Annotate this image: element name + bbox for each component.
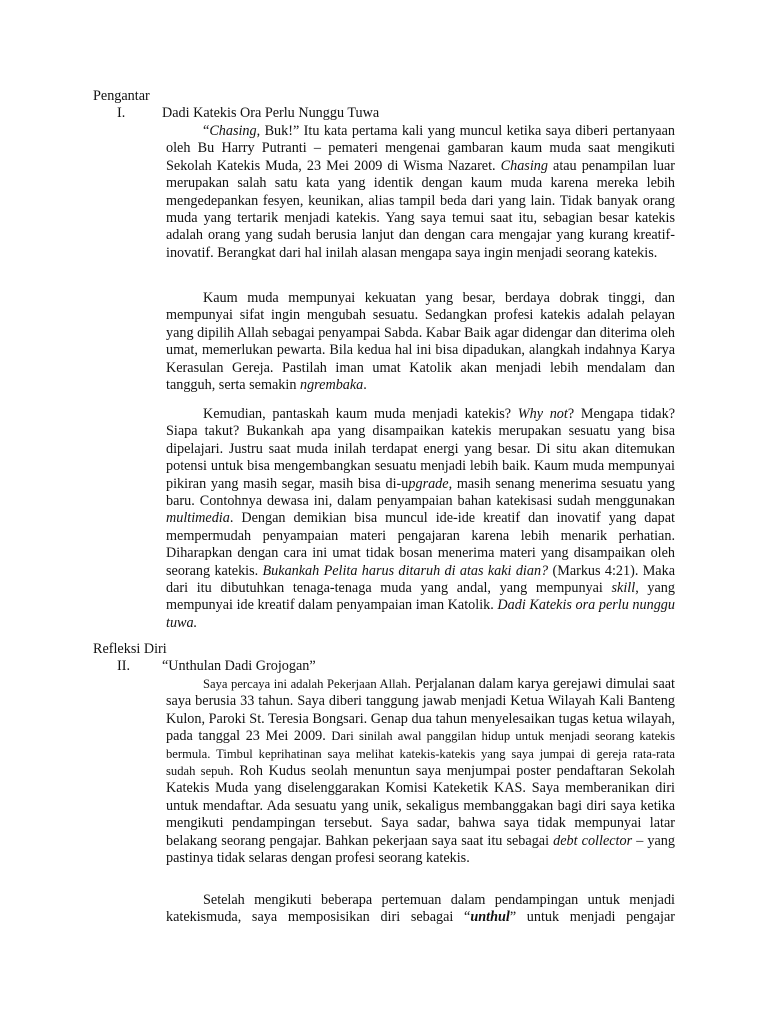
text-run-italic: Dadi Katekis ora perlu nunggu tuwa.: [166, 597, 675, 631]
paragraph-kemudian: [166, 406, 675, 632]
text-run-italic: multimedia: [166, 510, 230, 527]
text-run: ? Mengapa tidak? Siapa takut? Bukankah apa yang disampaikan katekis merupakan sesuatu yang bisa dipelajari. Justru saat muda inilah terdapat energi yang besar. Di situ akan ditemukan potensi untuk bisa mengembangkan sesuatu menjadi lebih baik. Kaum muda mempunyai pikiran yang masih segar, masih bisa di-u: [166, 406, 675, 492]
text-run-italic: debt collector: [553, 832, 633, 849]
text-run: “: [203, 123, 210, 139]
text-run: Saya percaya ini adalah Pekerjaan Allah: [203, 677, 408, 691]
text-run: atau penampilan luar merupakan salah satu kata yang identik dengan kaum muda karena mereka lebih mengedepankan fesyen, keunikan, alias tampil beda dari yang lain. Tidak banyak orang muda yang tertarik menjadi katekis. Yang saya temui saat itu, sebagian besar katekis adalah orang yang sudah berusia lanjut dan dengan cara mengajar yang kurang kreatif-inovatif. Berangkat dari hal inilah alasan mengapa saya ingin menjadi seorang katekis.: [166, 157, 676, 261]
section-numeral-i: I.: [117, 105, 126, 121]
text-run: , masih senang menerima sesuatu yang baru. Contohnya dewasa ini, dalam penyampaian bahan katekisasi sudah menggunakan: [166, 475, 675, 510]
section-title-unthulan: “Unthulan Dadi Grojogan”: [162, 658, 316, 674]
text-run-italic: Bukankah Pelita harus ditaruh di atas kaki dian?: [262, 562, 549, 579]
text-run: Kaum muda mempunyai kekuatan yang besar, berdaya dobrak tinggi, dan mempunyai sifat ingin mengubah sesuatu. Sedangkan profesi katekis adalah pelayan yang dipilih Allah sebagai penyampai Sabda. Kabar Baik agar didengar dan diterima oleh umat, memerlukan pewarta. Bila kedua hal ini bisa dipadukan, alangkah indahnya Karya Kerasulan Gereja. Pastilah iman umat Katolik akan menjadi lebih mendalam dan tangguh, serta semakin: [166, 290, 675, 394]
text-run-italic: Why not: [517, 406, 568, 422]
text-run: . Perjalanan dalam karya gerejawi dimulai saat saya berusia 33 tahun. Saya diberi tanggung jawab menjadi Ketua Wilayah Kali Banteng Kulon, Paroki St. Teresia Bongsari. Genap dua tahun menyelesaikan tugas ketua wilayah, pada tanggal 23 Mei 2009.: [166, 676, 675, 745]
paragraph-kaum-muda: [166, 290, 675, 394]
section-numeral-ii: II.: [117, 658, 130, 674]
text-run-italic: Chasing: [209, 123, 257, 139]
text-run: ” untuk menjadi pengajar: [509, 909, 675, 926]
paragraph-saya-percaya: [166, 676, 675, 867]
text-run: , yang mempunyai ide kreatif dalam penyampaian iman Katolik.: [166, 580, 675, 614]
text-run: Dari sinilah awal panggilan hidup untuk menjadi seorang katekis bermula: [166, 729, 675, 761]
text-run: Setelah mengikuti beberapa pertemuan dalam pendampingan untuk menjadi katekismuda, saya memposisikan diri sebagai “: [166, 892, 675, 926]
paragraph-chasing: [166, 123, 675, 262]
text-run: . Timbul keprihatinan saya melihat katekis-katekis yang saya jumpai di gereja rata-rata sudah sepuh: [166, 746, 675, 779]
text-run: (Markus 4:21). Maka dari itu dibutuhkan tenaga-tenaga muda yang andal, yang mempunyai: [166, 562, 676, 597]
text-run-bold-italic: unthul: [470, 909, 510, 926]
text-run: .: [363, 377, 367, 394]
text-run: . Roh Kudus seolah menuntun saya menjumpai poster pendaftaran Sekolah Katekis Muda yang diselenggarakan Komisi Kateketik KAS. Saya memberanikan diri untuk mendaftar. Ada sesuatu yang unik, sekaligus membanggakan bagi diri saya ketika mengikuti pendampingan tersebut. Saya sadar, bahwa saya tidak mempunyai latar belakang seorang pengajar. Bahkan pekerjaan saya saat itu sebagai: [166, 763, 675, 849]
section-heading-pengantar: Pengantar: [93, 88, 150, 104]
text-run: . Dengan demikian bisa muncul ide-ide kreatif dan inovatif yang dapat mempermudah penyampaian materi pengajaran karena lebih menarik perhatian. Diharapkan dengan cara ini umat tidak bosan menerima materi yang disampaikan oleh seorang katekis.: [166, 510, 675, 579]
section-title-dadi-katekis: Dadi Katekis Ora Perlu Nunggu Tuwa: [162, 105, 380, 121]
text-run: , Buk!” Itu kata pertama kali yang muncul ketika saya diberi pertanyaan oleh Bu Harry Putranti – pemateri mengenai gambaran kaum muda saat mengikuti Sekolah Katekis Muda, 23 Mei 2009 di Wisma Nazaret.: [166, 123, 675, 174]
text-run-italic: pgrade: [408, 475, 449, 492]
text-run: Kemudian, pantaskah kaum muda menjadi katekis?: [203, 406, 518, 422]
text-run-italic: Chasing: [500, 157, 548, 174]
paragraph-setelah: [166, 892, 675, 927]
section-heading-refleksi-diri: Refleksi Diri: [93, 641, 167, 657]
text-run: – yang pastinya tidak selaras dengan profesi seorang katekis.: [166, 832, 675, 867]
text-run-italic: ngrembaka: [299, 377, 364, 394]
text-run-italic: skill: [611, 580, 636, 597]
